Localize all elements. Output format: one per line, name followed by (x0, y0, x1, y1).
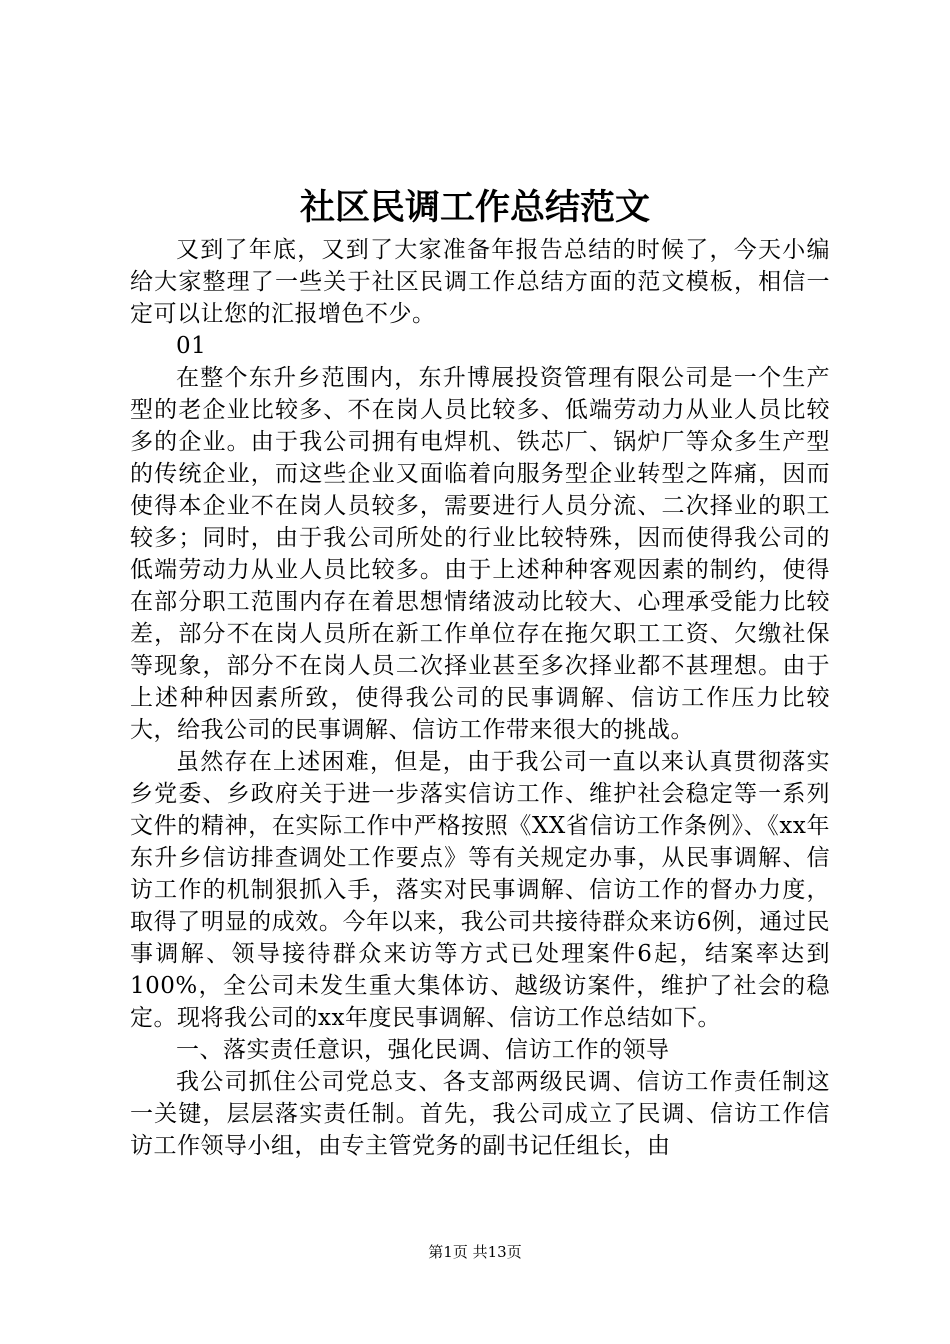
body-paragraph-3: 我公司抓住公司党总支、各支部两级民调、信访工作责任制这一关键，层层落实责任制。首先，我公司成立了民调、信访工作信访工作领导小组，由专主管党务的副书记任组长，由 (130, 1069, 830, 1159)
document-title: 社区民调工作总结范文 (299, 187, 650, 228)
intro-paragraph: 又到了年底，又到了大家准备年报告总结的时候了，今天小编给大家整理了一些关于社区民调工作总结方面的范文模板，相信一定可以让您的汇报增色不少。 (130, 237, 830, 327)
body-paragraph-2: 虽然存在上述困难，但是，由于我公司一直以来认真贯彻落实乡党委、乡政府关于进一步落实信访工作、维护社会稳定等一系列文件的精神，在实际工作中严格按照《XX省信访工作条例》、《xx年东升乡信访排查调处工作要点》等有关规定办事，从民事调解、信访工作的机制狠抓入手，落实对民事调解、信访工作的督办力度，取得了明显的成效。今年以来，我公司共接待群众来访6例，通过民事调解、领导接待群众来访等方式已处理案件6起，结案率达到100%，全公司未发生重大集体访、越级访案件，维护了社会的稳定。现将我公司的xx年度民事调解、信访工作总结如下。 (130, 749, 830, 1031)
section-heading: 一、落实责任意识，强化民调、信访工作的领导 (176, 1037, 670, 1063)
document-body (130, 234, 830, 1162)
section-number: 01 (176, 333, 207, 359)
body-paragraph-1: 在整个东升乡范围内，东升博展投资管理有限公司是一个生产型的老企业比较多、不在岗人员比较多、低端劳动力从业人员比较多的企业。由于我公司拥有电焊机、铁芯厂、锅炉厂等众多生产型的传统企业，而这些企业又面临着向服务型企业转型之阵痛，因而使得本企业不在岗人员较多，需要进行人员分流、二次择业的职工较多；同时，由于我公司所处的行业比较特殊，因而使得我公司的低端劳动力从业人员比较多。由于上述种种客观因素的制约，使得在部分职工范围内存在着思想情绪波动比较大、心理承受能力比较差，部分不在岗人员所在新工作单位存在拖欠职工工资、欠缴社保等现象，部分不在岗人员二次择业甚至多次择业都不甚理想。由于上述种种因素所致，使得我公司的民事调解、信访工作压力比较大，给我公司的民事调解、信访工作带来很大的挑战。 (130, 365, 830, 743)
page-footer: 第1页 共13页 (428, 1243, 522, 1261)
